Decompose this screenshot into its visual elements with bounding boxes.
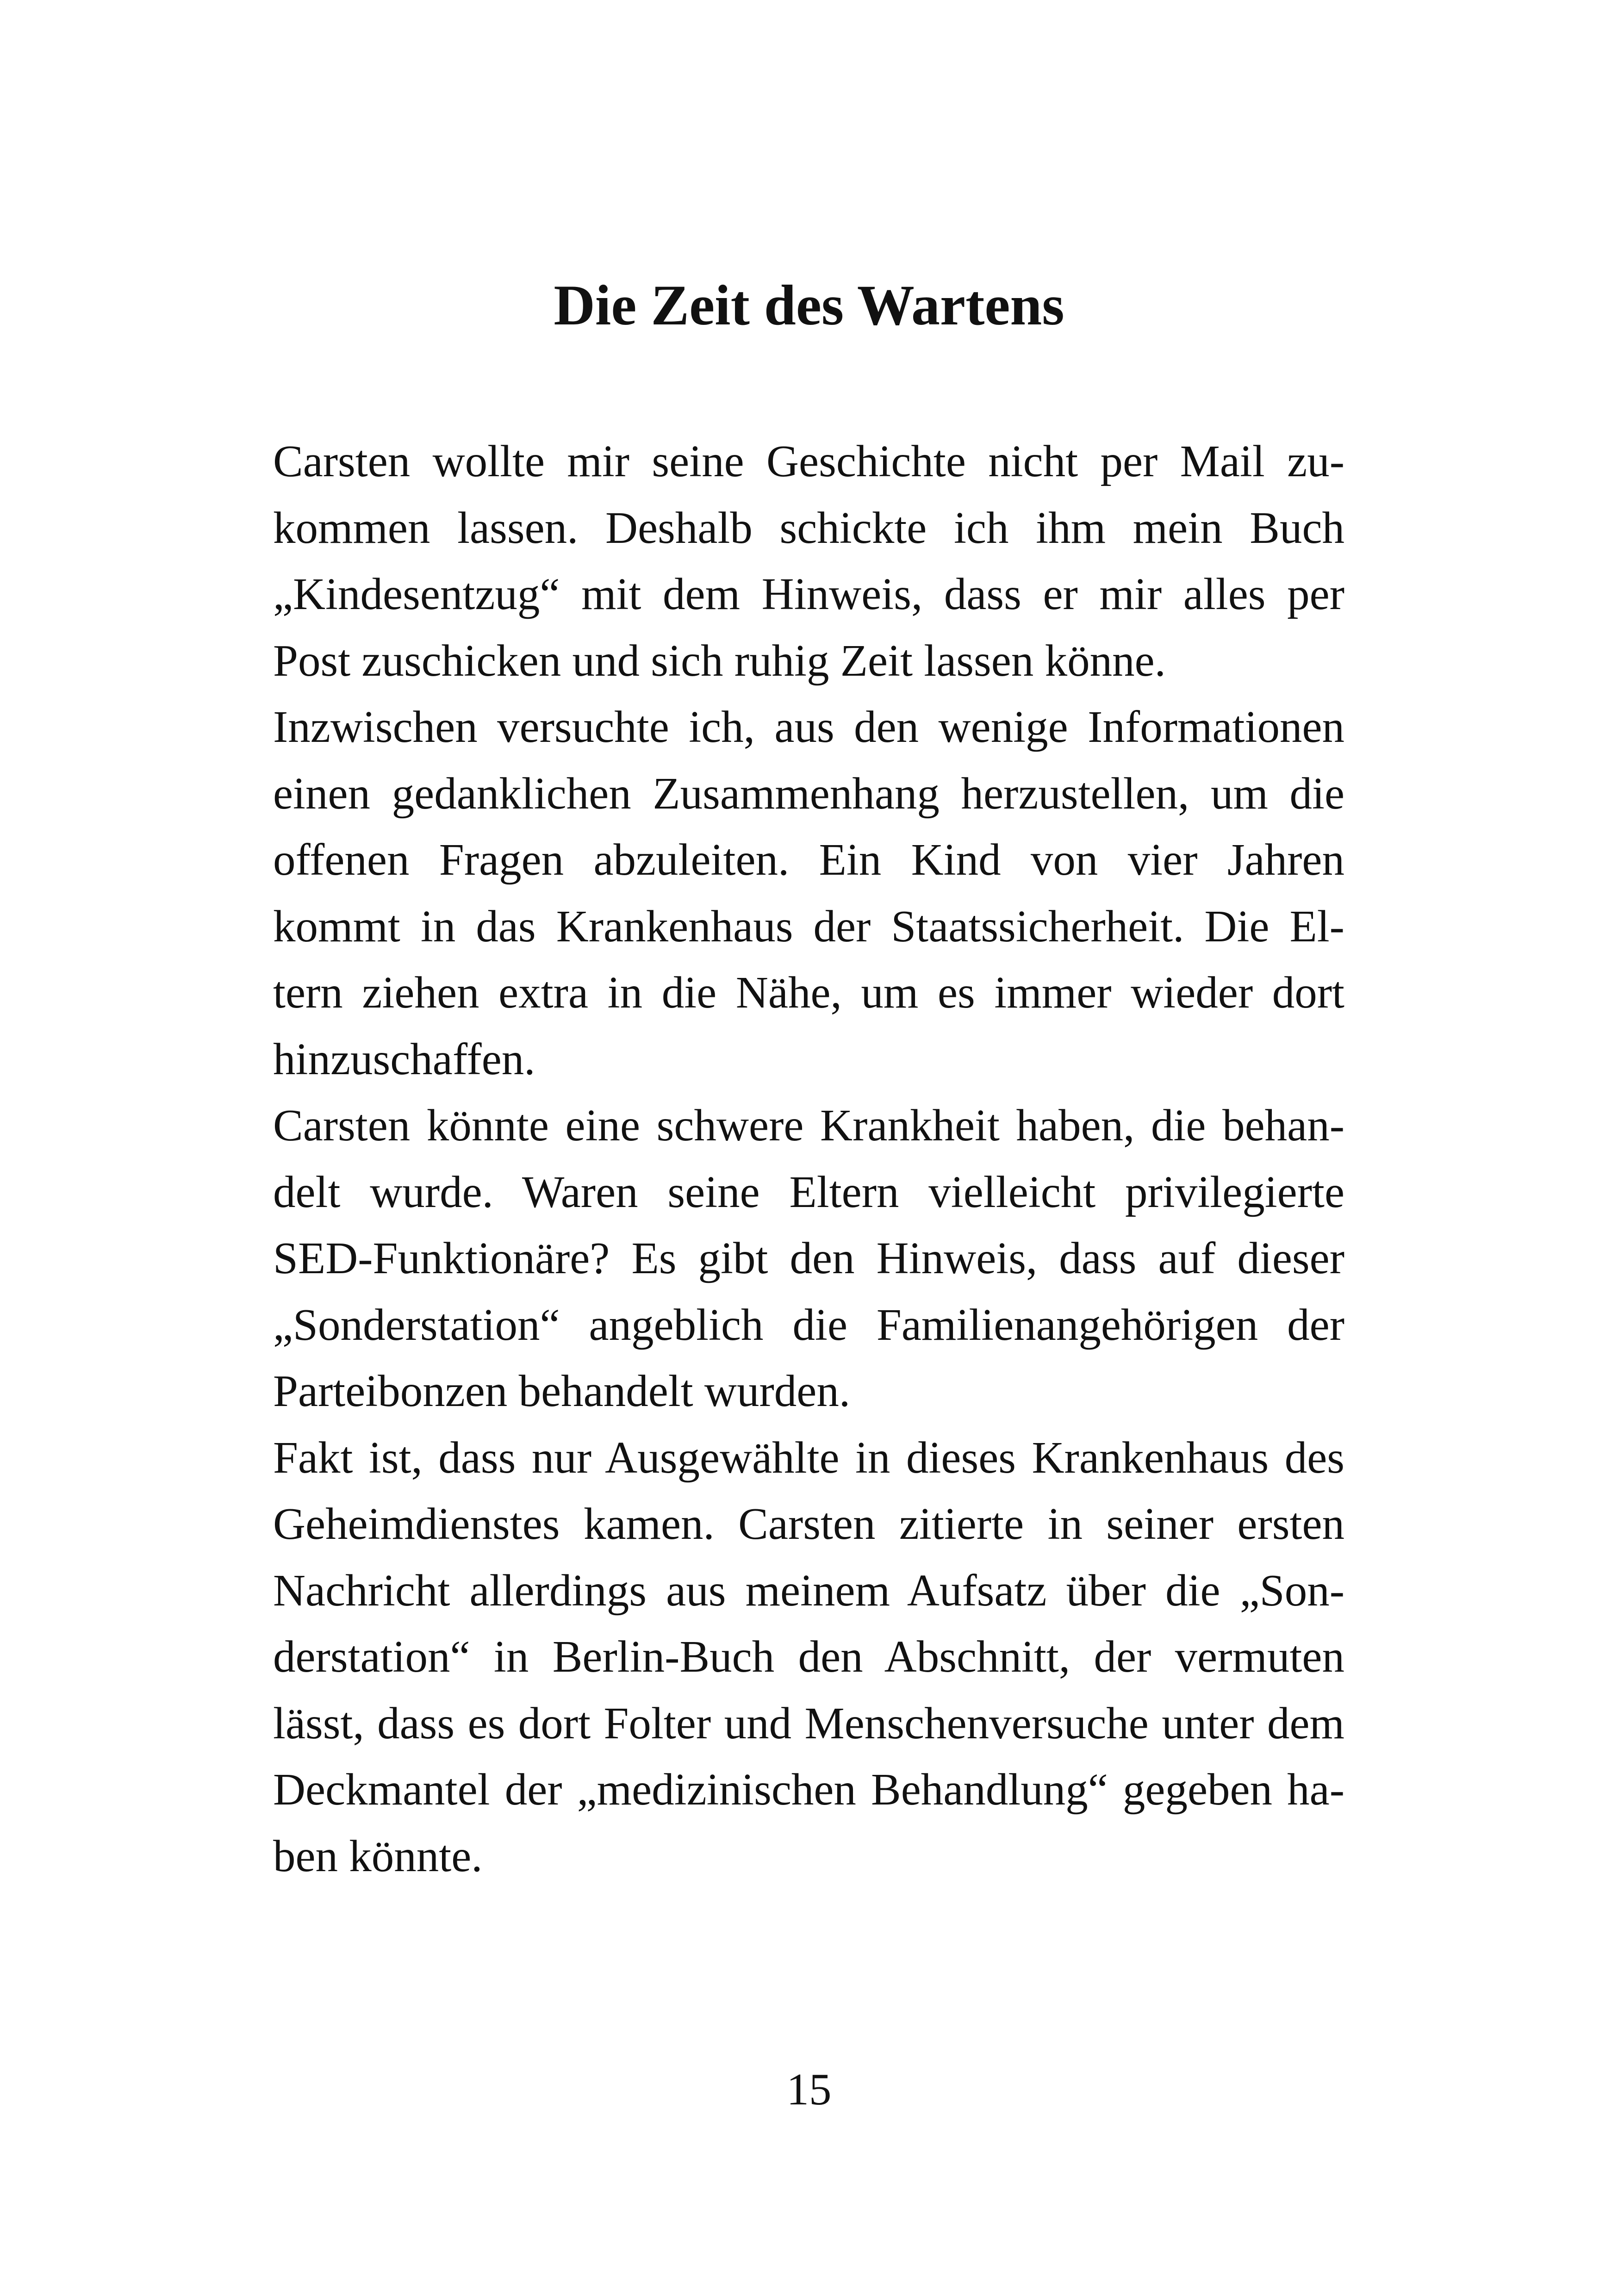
- text-line: „Sonderstation“ angeblich die Familienangehörigen der: [273, 1300, 1344, 1350]
- paragraph-4: [273, 1425, 1344, 1890]
- text-line: Carsten wollte mir seine Geschichte nicht per Mail zu-: [273, 436, 1344, 486]
- text-line: Geheimdienstes kamen. Carsten zitierte in seiner ersten: [273, 1499, 1344, 1549]
- text-line: tern ziehen extra in die Nähe, um es immer wieder dort: [273, 968, 1344, 1017]
- text-line: ben könnte.: [273, 1831, 483, 1881]
- text-line: Deckmantel der „medizinischen Behandlung“ gegeben ha-: [273, 1765, 1344, 1814]
- text-line: hinzuschaffen.: [273, 1034, 535, 1084]
- text-line: lässt, dass es dort Folter und Menschenversuche unter dem: [273, 1698, 1344, 1748]
- text-line: Parteibonzen behandelt wurden.: [273, 1366, 851, 1416]
- paragraph-3: [273, 1092, 1344, 1425]
- text-line: Nachricht allerdings aus meinem Aufsatz über die „Son-: [273, 1565, 1344, 1615]
- text-line: offenen Fragen abzuleiten. Ein Kind von vier Jahren: [273, 835, 1344, 884]
- text-line: Post zuschicken und sich ruhig Zeit lassen könne.: [273, 635, 1166, 685]
- text-line: kommen lassen. Deshalb schickte ich ihm mein Buch: [273, 503, 1344, 553]
- text-line: kommt in das Krankenhaus der Staatssicherheit. Die El-: [273, 901, 1344, 951]
- text-line: Inzwischen versuchte ich, aus den wenige Informationen: [273, 702, 1344, 752]
- paragraph-1: [273, 428, 1344, 694]
- paragraph-2: [273, 694, 1344, 1092]
- body-text: [273, 428, 1344, 1889]
- text-line: Fakt ist, dass nur Ausgewählte in dieses Krankenhaus des: [273, 1432, 1344, 1482]
- chapter-title: Die Zeit des Wartens: [554, 274, 1064, 337]
- text-line: delt wurde. Waren seine Eltern vielleicht privilegierte: [273, 1167, 1344, 1217]
- text-line: Carsten könnte eine schwere Krankheit haben, die behan-: [273, 1101, 1344, 1150]
- page-number: 15: [786, 2065, 832, 2114]
- text-line: einen gedanklichen Zusammenhang herzustellen, um die: [273, 768, 1344, 818]
- text-line: derstation“ in Berlin-Buch den Abschnitt, der vermuten: [273, 1632, 1344, 1681]
- text-line: SED-Funktionäre? Es gibt den Hinweis, dass auf dieser: [273, 1233, 1344, 1283]
- text-line: „Kindesentzug“ mit dem Hinweis, dass er mir alles per: [273, 569, 1344, 619]
